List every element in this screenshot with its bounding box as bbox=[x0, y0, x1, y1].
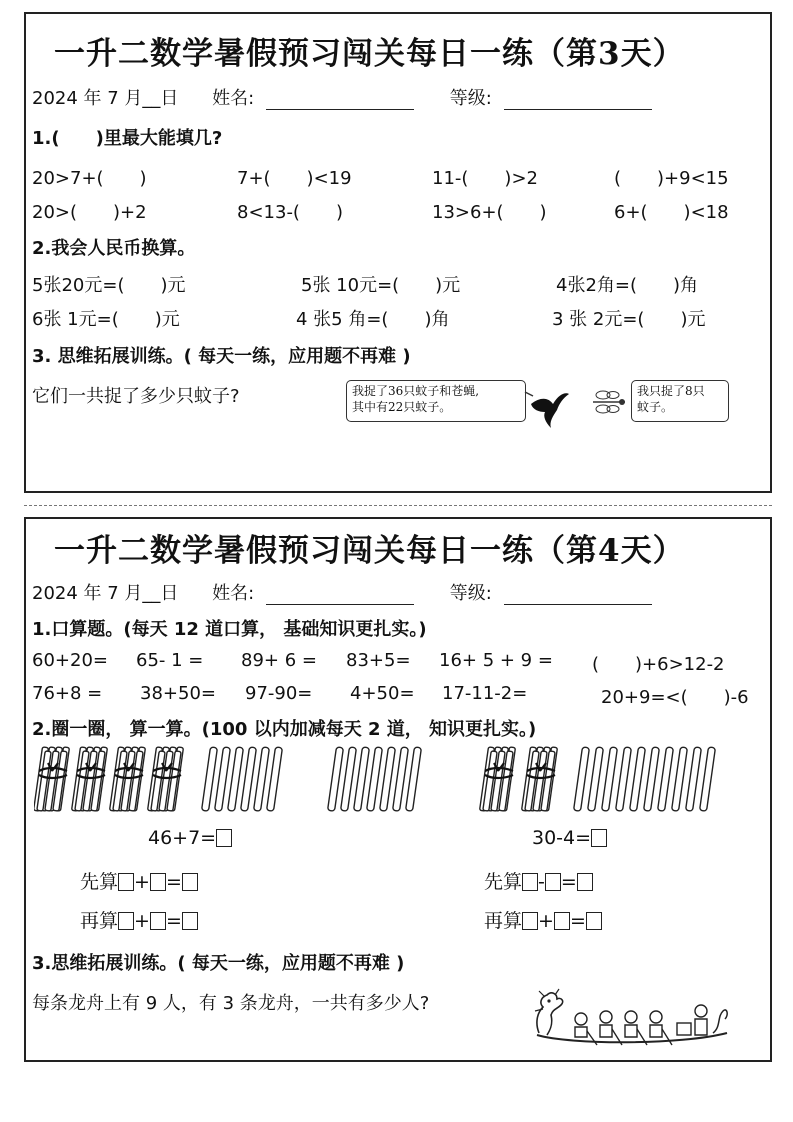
question: 8<13-( ) bbox=[237, 202, 343, 223]
question: 89+ 6 = bbox=[241, 650, 317, 671]
operator: + bbox=[538, 910, 554, 932]
single-stick bbox=[267, 747, 283, 811]
single-stick bbox=[686, 747, 702, 811]
question: 7+( )<19 bbox=[237, 168, 352, 189]
answer-box[interactable] bbox=[591, 829, 607, 847]
question: 76+8 = bbox=[32, 683, 103, 704]
single-stick bbox=[406, 747, 422, 811]
date-text: 2024 年 7 月__日 bbox=[32, 583, 179, 604]
equation-text: 30-4= bbox=[532, 827, 592, 849]
question: 20+9=<( )-6 bbox=[601, 687, 749, 708]
answer-box[interactable] bbox=[216, 829, 232, 847]
grade-input-line[interactable] bbox=[504, 91, 652, 110]
bubble-line: 我捉了36只蚊子和苍蝇, bbox=[352, 384, 480, 398]
question: 17-11-2= bbox=[442, 683, 528, 704]
word-problem: 它们一共捉了多少只蚊子? bbox=[32, 386, 240, 407]
question: 5张20元=( )元 bbox=[32, 275, 186, 296]
name-label: 姓名: bbox=[212, 88, 255, 109]
question: 16+ 5 + 9 = bbox=[439, 650, 553, 671]
answer-box[interactable] bbox=[182, 873, 198, 891]
answer-box[interactable] bbox=[150, 912, 166, 930]
right-step-2 bbox=[484, 906, 602, 933]
section-2-title: 2.圈一圈， 算一算。(100 以内加减每天 2 道， 知识更扎实。) bbox=[32, 719, 537, 740]
answer-box[interactable] bbox=[118, 912, 134, 930]
page-title: 一升二数学暑假预习闯关每日一练（第3天） bbox=[54, 36, 685, 72]
section-1-title: 1.( )里最大能填几? bbox=[32, 128, 223, 149]
section-1-title: 1.口算题。(每天 12 道口算， 基础知识更扎实。) bbox=[32, 619, 427, 640]
step-label: 先算 bbox=[80, 871, 119, 893]
question: 20>7+( ) bbox=[32, 168, 147, 189]
answer-box[interactable] bbox=[554, 912, 570, 930]
question: 6张 1元=( )元 bbox=[32, 309, 180, 330]
ten-bundle bbox=[34, 747, 69, 811]
question: 6+( )<18 bbox=[614, 202, 729, 223]
question: 11-( )>2 bbox=[432, 168, 538, 189]
operator: = bbox=[560, 871, 577, 893]
answer-box[interactable] bbox=[586, 912, 602, 930]
single-stick bbox=[602, 747, 618, 811]
counting-sticks-illustration bbox=[34, 745, 754, 817]
worksheet-day4 bbox=[24, 517, 772, 1062]
step-label: 先算 bbox=[484, 871, 523, 893]
ten-bundle bbox=[110, 747, 146, 811]
date-field bbox=[32, 84, 652, 110]
question: 65- 1 = bbox=[136, 650, 204, 671]
question: 3 张 2元=( )元 bbox=[552, 309, 706, 330]
question: 5张 10元=( )元 bbox=[301, 275, 461, 296]
single-stick bbox=[700, 747, 716, 811]
single-stick bbox=[393, 747, 409, 811]
answer-box[interactable] bbox=[118, 873, 134, 891]
question: 4张2角=( )角 bbox=[556, 275, 699, 296]
single-stick bbox=[215, 747, 231, 811]
answer-box[interactable] bbox=[522, 912, 538, 930]
step-label: 再算 bbox=[484, 910, 523, 932]
question: 38+50= bbox=[140, 683, 216, 704]
dragonfly-icon bbox=[591, 389, 627, 415]
operator: + bbox=[134, 910, 150, 932]
date-text: 2024 年 7 月__日 bbox=[32, 88, 179, 109]
single-stick bbox=[228, 747, 244, 811]
question: ( )+6>12-2 bbox=[592, 654, 725, 675]
left-step-2 bbox=[80, 906, 198, 933]
ten-bundle bbox=[72, 747, 108, 811]
date-field bbox=[32, 579, 652, 605]
section-3-title: 3. 思维拓展训练。( 每天一练，应用题不再难 ) bbox=[32, 346, 411, 367]
page-title: 一升二数学暑假预习闯关每日一练（第4天） bbox=[54, 533, 685, 569]
grade-input-line[interactable] bbox=[504, 586, 652, 605]
swallow-icon bbox=[523, 384, 571, 430]
question: 20>( )+2 bbox=[32, 202, 147, 223]
single-stick bbox=[630, 747, 646, 811]
question: 4+50= bbox=[350, 683, 415, 704]
ten-bundle bbox=[480, 747, 516, 811]
cut-line bbox=[24, 505, 772, 506]
answer-box[interactable] bbox=[545, 873, 561, 891]
dragon-boat-icon bbox=[531, 987, 731, 1051]
speech-bubble-swallow bbox=[346, 380, 526, 422]
answer-box[interactable] bbox=[150, 873, 166, 891]
operator: - bbox=[538, 871, 545, 893]
single-stick bbox=[658, 747, 674, 811]
single-stick bbox=[616, 747, 632, 811]
answer-box[interactable] bbox=[577, 873, 593, 891]
single-stick bbox=[574, 747, 590, 811]
bubble-line: 蚊子。 bbox=[637, 400, 674, 414]
right-equation bbox=[532, 827, 607, 849]
answer-box[interactable] bbox=[522, 873, 538, 891]
operator: = bbox=[165, 871, 182, 893]
grade-label: 等级: bbox=[449, 583, 492, 604]
question: ( )+9<15 bbox=[614, 168, 729, 189]
ten-bundle bbox=[148, 747, 184, 811]
single-stick bbox=[254, 747, 270, 811]
single-stick bbox=[367, 747, 383, 811]
single-stick bbox=[644, 747, 660, 811]
question: 4 张5 角=( )角 bbox=[296, 309, 450, 330]
single-stick bbox=[354, 747, 370, 811]
left-equation bbox=[148, 827, 232, 849]
step-label: 再算 bbox=[80, 910, 119, 932]
section-2-title: 2.我会人民币换算。 bbox=[32, 238, 196, 259]
operator: + bbox=[134, 871, 150, 893]
section-3-title: 3.思维拓展训练。( 每天一练，应用题不再难 ) bbox=[32, 953, 405, 974]
right-step-1 bbox=[484, 867, 593, 894]
ten-bundle bbox=[522, 747, 558, 811]
single-stick bbox=[672, 747, 688, 811]
name-input-line[interactable] bbox=[266, 91, 414, 110]
single-stick bbox=[380, 747, 396, 811]
question: 97-90= bbox=[245, 683, 313, 704]
word-problem: 每条龙舟上有 9 人，有 3 条龙舟，一共有多少人? bbox=[32, 993, 430, 1014]
question: 83+5= bbox=[346, 650, 411, 671]
operator: = bbox=[165, 910, 182, 932]
operator: = bbox=[569, 910, 586, 932]
worksheet-day3 bbox=[24, 12, 772, 493]
single-stick bbox=[202, 747, 218, 811]
bubble-line: 我只捉了8只 bbox=[637, 384, 705, 398]
answer-box[interactable] bbox=[182, 912, 198, 930]
single-stick bbox=[241, 747, 257, 811]
left-step-1 bbox=[80, 867, 198, 894]
single-stick bbox=[588, 747, 604, 811]
equation-text: 46+7= bbox=[148, 827, 217, 849]
grade-label: 等级: bbox=[449, 88, 492, 109]
question: 60+20= bbox=[32, 650, 108, 671]
single-stick bbox=[328, 747, 344, 811]
speech-bubble-dragonfly bbox=[631, 380, 729, 422]
question: 13>6+( ) bbox=[432, 202, 547, 223]
name-label: 姓名: bbox=[212, 583, 255, 604]
name-input-line[interactable] bbox=[266, 586, 414, 605]
single-stick bbox=[341, 747, 357, 811]
bubble-line: 其中有22只蚊子。 bbox=[352, 400, 452, 414]
